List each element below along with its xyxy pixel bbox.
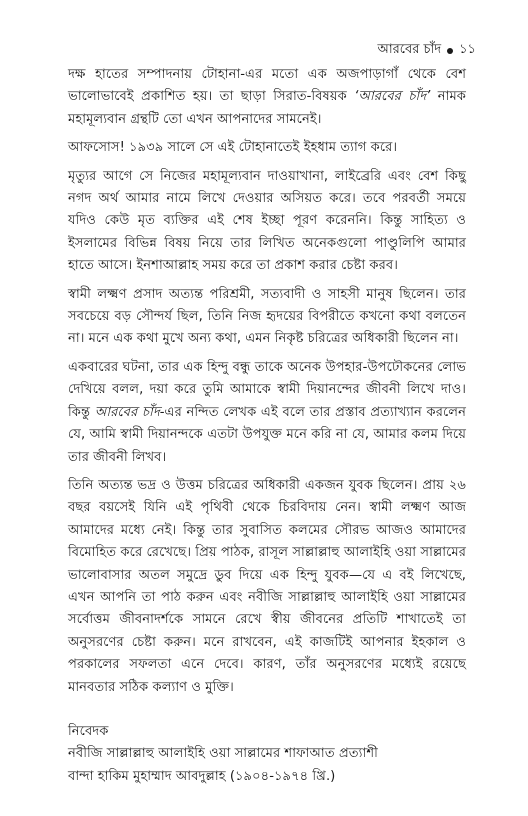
paragraph-list [68,64,466,699]
signature-block [68,721,466,788]
paragraph [68,284,466,351]
signature-line-1: নবীজি সাল্লাল্লাহু আলাইহি ওয়া সাল্লামের শাফাআত প্রত্যাশী [68,746,378,762]
paragraph [68,137,466,159]
paragraph-text: স্বামী লক্ষ্মণ প্রসাদ অত্যন্ত পরিশ্রমী, সত্যবাদী ও সাহসী মানুষ ছিলেন। তার সবচেয়ে বড় সৌন্দর্য ছিল, তিনি নিজ হৃদয়ের বিপরীতে কখনো কথা বলতেন না। মনে এক কথা মুখে অন্য কথা, এমন নিকৃষ্ট চরিত্রের অধিকারী ছিলেন না। [68,286,466,347]
signature-line-2: বান্দা হাকিম মুহাম্মাদ আবদুল্লাহ (১৯০৪-১৯৭৪ খ্রি.) [68,768,336,784]
paragraph [68,166,466,278]
italic-title: আরবের চাঁদ [94,404,160,420]
paragraph-text: মৃত্যুর আগে সে নিজের মহামূল্যবান দাওয়াখানা, লাইব্রেরি এবং বেশ কিছু নগদ অর্থ আমার নামে লিখে দেওয়ার অসিয়ত করে। তবে পরবর্তী সময়ে যদিও কেউ মৃত ব্যক্তির এই শেষ ইচ্ছা পূরণ করেননি। কিন্তু সাহিত্য ও ইসলামের বিভিন্ন বিষয় নিয়ে তার লিখিত অনেকগুলো পাণ্ডুলিপি আমার হাতে আসে। ইনশাআল্লাহ সময় করে তা প্রকাশ করার চেষ্টা করব। [68,168,466,274]
body-text [68,64,466,788]
paragraph-text: -এর নন্দিত লেখক এই বলে তার প্রস্তাব প্রত্যাখ্যান করলেন যে, আমি স্বামী দিয়ানন্দকে এতটা উপযুক্ত মনে করি না যে, আমার কলম দিয়ে তার জীবনী লিখব। [68,404,466,465]
signature-label: নিবেদক [68,723,109,739]
paragraph-text: নামক মহামূল্যবান গ্রন্থটি তো এখন আপনাদের সামনেই। [68,89,467,127]
paragraph [68,357,466,469]
paragraph-text: দক্ষ হাতের সম্পাদনায় টোহানা-এর মতো এক অজপাড়াগাঁ থেকে বেশ ভালোভাবেই প্রকাশিত হয়। তা ছাড়া সিরাত-বিষয়ক [68,67,466,105]
paragraph [68,475,466,699]
paragraph [68,64,466,131]
paragraph-text: আফসোস! ১৯৩৯ সালে সে এই টোহানাতেই ইহধাম ত্যাগ করে। [68,140,398,156]
bullet-icon [447,48,453,54]
book-title: আরবের চাঁদ [377,42,442,57]
paragraph-text: তিনি অত্যন্ত ভদ্র ও উত্তম চরিত্রের অধিকারী একজন যুবক ছিলেন। প্রায় ২৬ বছর বয়সেই যিনি এই পৃথিবী থেকে চিরবিদায় নেন। স্বামী লক্ষ্মণ আজ আমাদের মধ্যে নেই। কিন্তু তার সুবাসিত কলমের সৌরভ আজও আমাদের বিমোহিত করে রেখেছে। প্রিয় পাঠক, রাসূল সাল্লাল্লাহু আলাইহি ওয়া সাল্লামের ভালোবাসার অতল সমুদ্রে ডুব দিয়ে এক হিন্দু যুবক—যে এ বই লিখেছে, এখন আপনি তা পাঠ করুন এবং নবীজি সাল্লাল্লাহু আলাইহি ওয়া সাল্লামের সর্বোত্তম জীবনাদর্শকে সামনে রেখে স্বীয় জীবনের প্রতিটি শাখাতেই তা অনুসরণের চেষ্টা করুন। মনে রাখবেন, এই কাজটিই আপনার ইহকাল ও পরকালের সফলতা এনে দেবে। কারণ, তাঁর অনুসরণের মধ্যেই রয়েছে মানবতার সঠিক কল্যাণ ও মুক্তি। [68,477,466,695]
page-number: ১১ [459,42,476,57]
running-header [377,40,476,61]
paragraph-text: একবারের ঘটনা, তার এক হিন্দু বন্ধু তাকে অনেক উপহার-উপঢৌকনের লোভ দেখিয়ে বলল, দয়া করে তুমি আমাকে স্বামী দিয়ানন্দের জীবনী লিখে দাও। কিন্তু [68,359,466,420]
italic-title: ‘আরবের চাঁদ’ [354,89,431,105]
